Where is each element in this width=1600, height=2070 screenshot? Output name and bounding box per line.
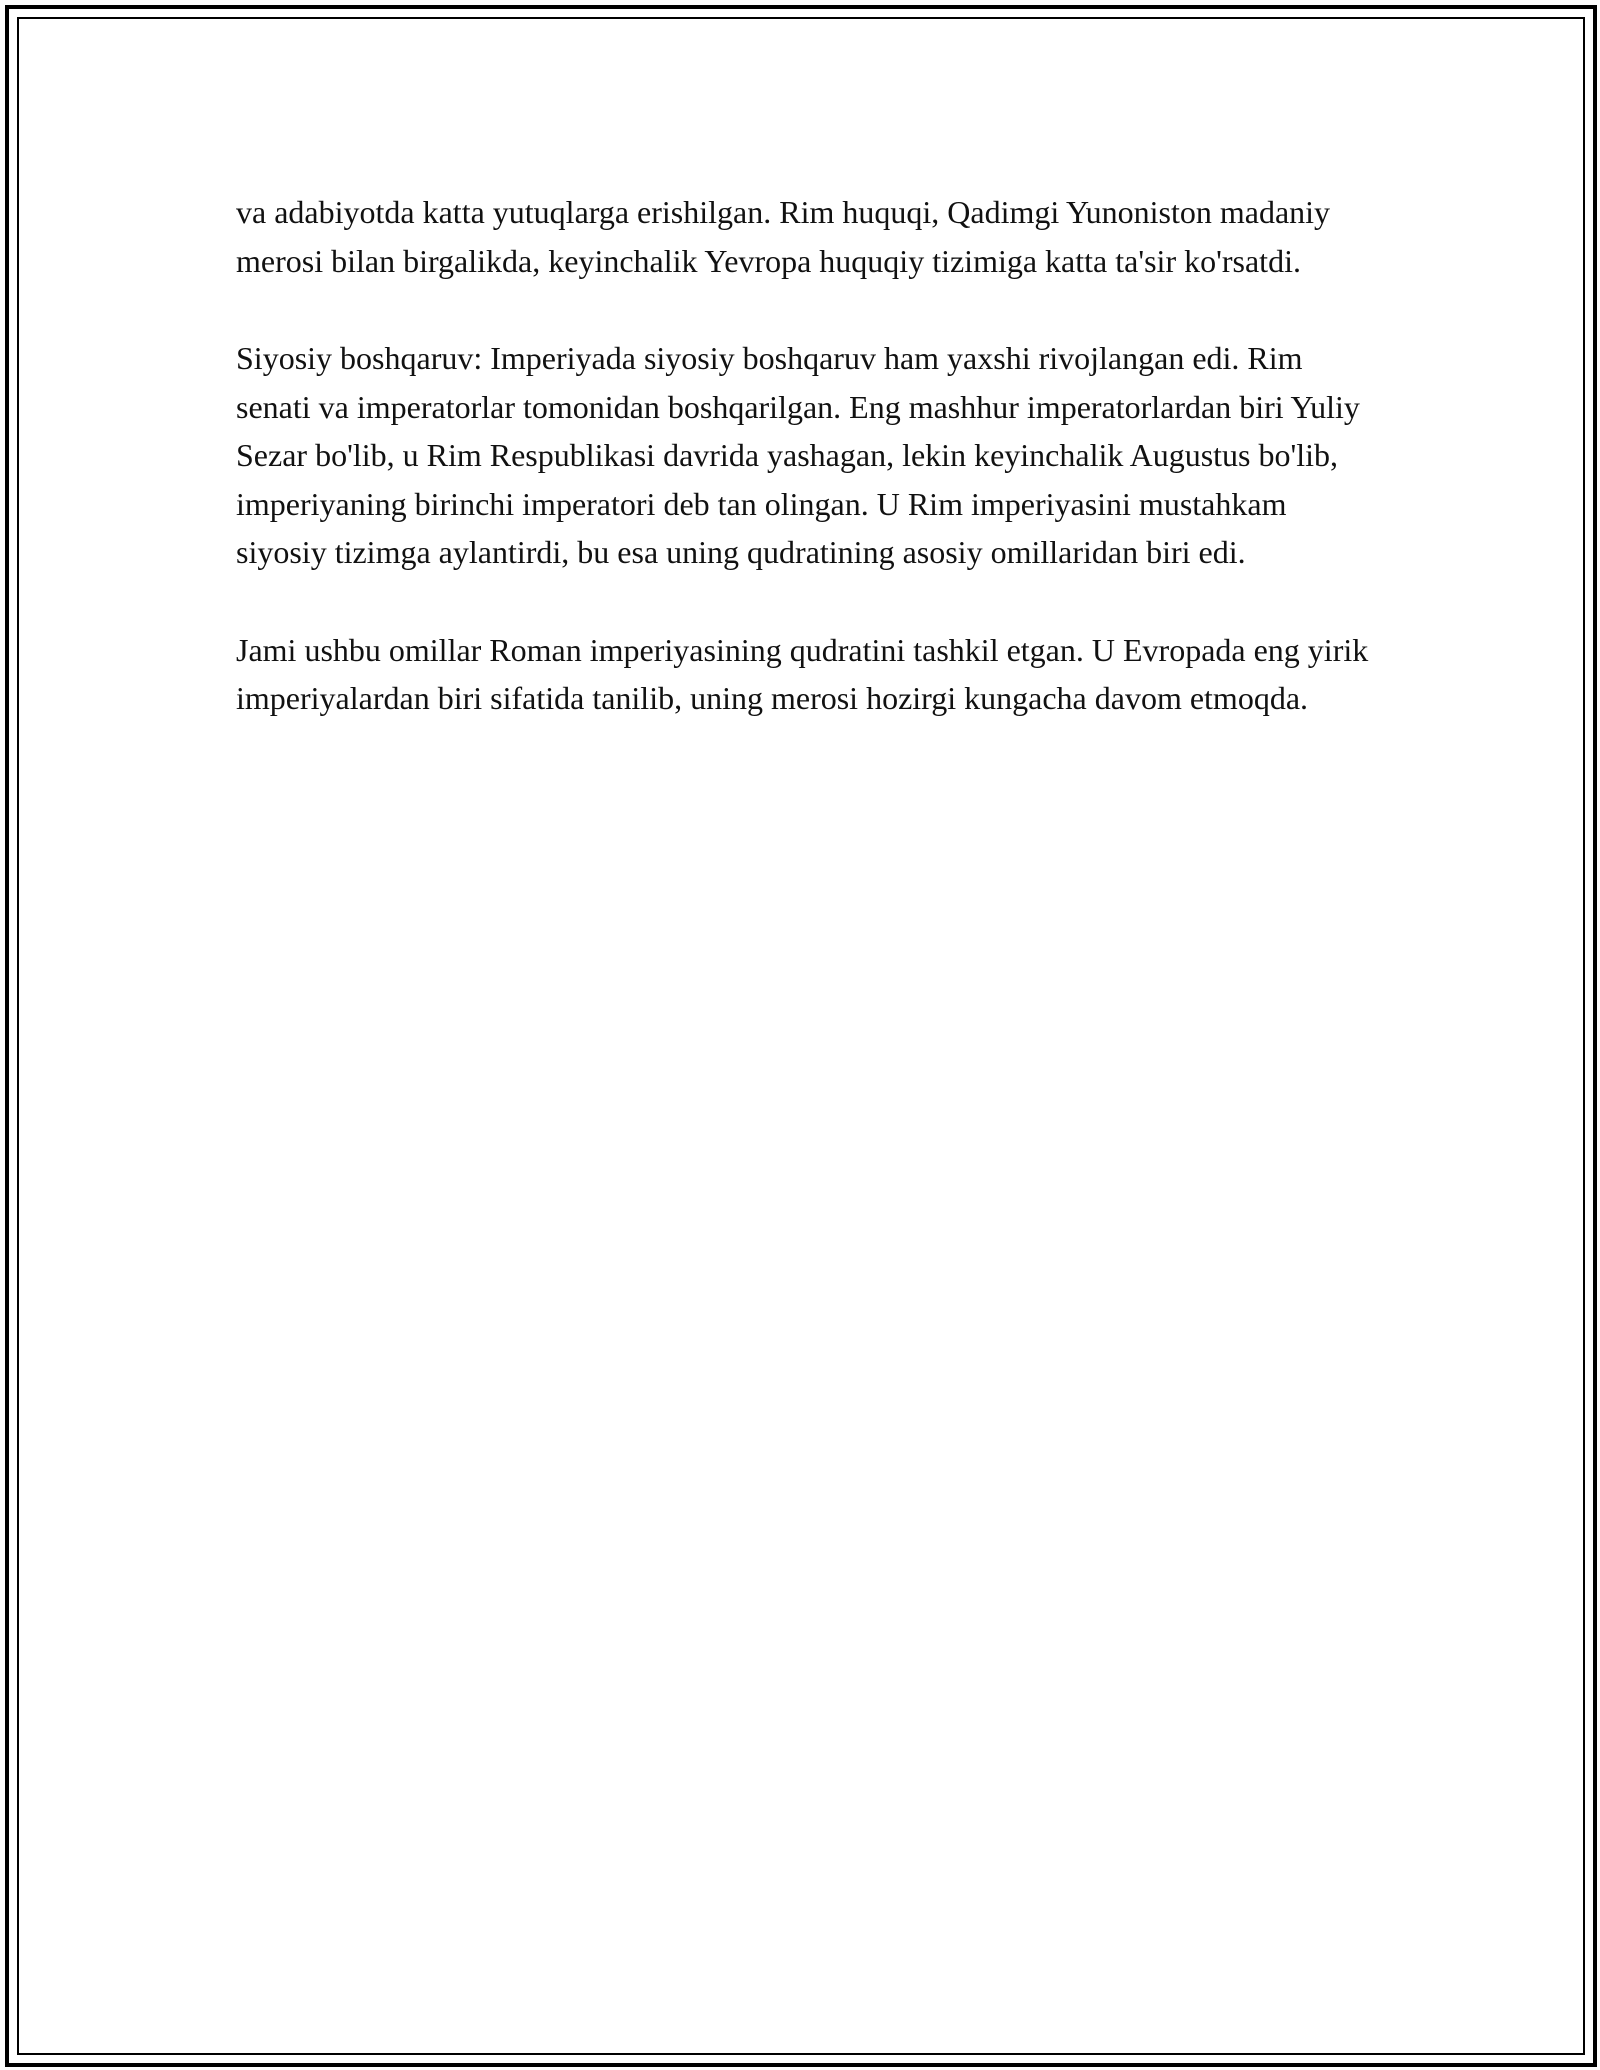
document-body: [236, 188, 1376, 772]
paragraph-law-legacy: va adabiyotda katta yutuqlarga erishilgan. Rim huquqi, Qadimgi Yunoniston madaniy merosi bilan birgalikda, keyinchalik Yevropa huquqiy tizimiga katta ta'sir ko'rsatdi.: [236, 194, 1331, 279]
paragraph-political-governance: Siyosiy boshqaruv: Imperiyada siyosiy boshqaruv ham yaxshi rivojlangan edi. Rim senati va imperatorlar tomonidan boshqarilgan. Eng mashhur imperatorlardan biri Yuliy Sezar bo'lib, u Rim Respublikasi davrida yashagan, lekin keyinchalik Augustus bo'lib, imperiyaning birinchi imperatori deb tan olingan. U Rim imperiyasini mustahkam siyosiy tizimga aylantirdi, bu esa uning qudratining asosiy omillaridan biri edi.: [236, 340, 1360, 570]
paragraph-conclusion: Jami ushbu omillar Roman imperiyasining qudratini tashkil etgan. U Evropada eng yirik imperiyalardan biri sifatida tanilib, uning merosi hozirgi kungacha davom etmoqda.: [236, 631, 1369, 716]
